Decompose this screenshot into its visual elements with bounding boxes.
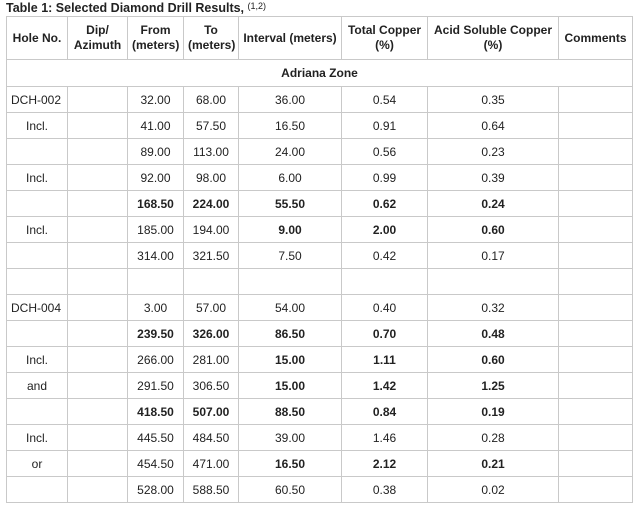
cell-acid-soluble-copper: 0.02 <box>428 477 559 503</box>
cell-acid-soluble-copper: 0.35 <box>428 87 559 113</box>
cell-to: 281.00 <box>184 347 239 373</box>
cell-total-copper: 0.70 <box>342 321 428 347</box>
header-from: From (meters) <box>128 17 184 60</box>
table-row <box>7 243 633 269</box>
cell-total-copper: 2.12 <box>342 451 428 477</box>
table-row <box>7 425 633 451</box>
cell-dip-azimuth <box>68 87 128 113</box>
cell-to: 194.00 <box>184 217 239 243</box>
cell-comments <box>559 87 633 113</box>
cell-hole: or <box>7 451 68 477</box>
header-comments: Comments <box>559 17 633 60</box>
cell-from: 3.00 <box>128 295 184 321</box>
table-row <box>7 347 633 373</box>
table-row <box>7 399 633 425</box>
cell-comments <box>559 113 633 139</box>
cell-dip-azimuth <box>68 321 128 347</box>
cell-from: 528.00 <box>128 477 184 503</box>
table-row <box>7 217 633 243</box>
cell-from: 32.00 <box>128 87 184 113</box>
header-acid-soluble-copper: Acid Soluble Copper (%) <box>428 17 559 60</box>
cell-hole <box>7 139 68 165</box>
header-dip-azimuth: Dip/ Azimuth <box>68 17 128 60</box>
cell-from: 239.50 <box>128 321 184 347</box>
cell-to: 484.50 <box>184 425 239 451</box>
cell-hole <box>7 269 68 295</box>
cell-interval: 36.00 <box>239 87 342 113</box>
cell-interval: 60.50 <box>239 477 342 503</box>
cell-interval: 16.50 <box>239 113 342 139</box>
cell-total-copper: 2.00 <box>342 217 428 243</box>
table-row <box>7 113 633 139</box>
cell-total-copper: 0.91 <box>342 113 428 139</box>
cell-acid-soluble-copper: 0.21 <box>428 451 559 477</box>
cell-interval: 7.50 <box>239 243 342 269</box>
table-body <box>7 60 633 503</box>
cell-total-copper <box>342 269 428 295</box>
cell-total-copper: 0.42 <box>342 243 428 269</box>
header-to: To (meters) <box>184 17 239 60</box>
cell-interval: 88.50 <box>239 399 342 425</box>
cell-dip-azimuth <box>68 269 128 295</box>
cell-from: 418.50 <box>128 399 184 425</box>
cell-to: 588.50 <box>184 477 239 503</box>
cell-dip-azimuth <box>68 165 128 191</box>
cell-hole: Incl. <box>7 347 68 373</box>
cell-interval <box>239 269 342 295</box>
cell-hole: Incl. <box>7 217 68 243</box>
cell-acid-soluble-copper: 0.48 <box>428 321 559 347</box>
cell-comments <box>559 165 633 191</box>
cell-acid-soluble-copper: 0.60 <box>428 347 559 373</box>
cell-total-copper: 1.42 <box>342 373 428 399</box>
cell-from: 454.50 <box>128 451 184 477</box>
cell-hole <box>7 399 68 425</box>
cell-comments <box>559 451 633 477</box>
cell-hole <box>7 191 68 217</box>
cell-from: 185.00 <box>128 217 184 243</box>
zone-label: Adriana Zone <box>7 60 633 87</box>
cell-hole: Incl. <box>7 113 68 139</box>
cell-comments <box>559 191 633 217</box>
cell-interval: 55.50 <box>239 191 342 217</box>
table-row <box>7 373 633 399</box>
cell-dip-azimuth <box>68 347 128 373</box>
cell-comments <box>559 217 633 243</box>
cell-interval: 9.00 <box>239 217 342 243</box>
cell-acid-soluble-copper: 0.64 <box>428 113 559 139</box>
cell-dip-azimuth <box>68 477 128 503</box>
cell-dip-azimuth <box>68 399 128 425</box>
cell-to: 57.00 <box>184 295 239 321</box>
cell-comments <box>559 347 633 373</box>
cell-interval: 6.00 <box>239 165 342 191</box>
cell-comments <box>559 243 633 269</box>
table-row <box>7 191 633 217</box>
cell-interval: 16.50 <box>239 451 342 477</box>
header-total-copper: Total Copper (%) <box>342 17 428 60</box>
cell-to: 306.50 <box>184 373 239 399</box>
cell-interval: 54.00 <box>239 295 342 321</box>
cell-interval: 86.50 <box>239 321 342 347</box>
table-row <box>7 451 633 477</box>
table-caption <box>6 0 640 16</box>
cell-acid-soluble-copper <box>428 269 559 295</box>
cell-dip-azimuth <box>68 243 128 269</box>
cell-hole: and <box>7 373 68 399</box>
cell-dip-azimuth <box>68 217 128 243</box>
cell-total-copper: 0.84 <box>342 399 428 425</box>
cell-from: 92.00 <box>128 165 184 191</box>
cell-to: 326.00 <box>184 321 239 347</box>
cell-to: 68.00 <box>184 87 239 113</box>
cell-acid-soluble-copper: 0.39 <box>428 165 559 191</box>
table-row <box>7 87 633 113</box>
cell-comments <box>559 399 633 425</box>
table-row <box>7 321 633 347</box>
cell-from: 168.50 <box>128 191 184 217</box>
cell-to <box>184 269 239 295</box>
cell-dip-azimuth <box>68 295 128 321</box>
table-row <box>7 295 633 321</box>
cell-from: 89.00 <box>128 139 184 165</box>
cell-acid-soluble-copper: 0.17 <box>428 243 559 269</box>
cell-acid-soluble-copper: 0.23 <box>428 139 559 165</box>
cell-from: 41.00 <box>128 113 184 139</box>
cell-to: 507.00 <box>184 399 239 425</box>
cell-from <box>128 269 184 295</box>
cell-hole <box>7 321 68 347</box>
cell-hole: DCH-002 <box>7 87 68 113</box>
cell-total-copper: 0.40 <box>342 295 428 321</box>
cell-hole <box>7 243 68 269</box>
cell-total-copper: 0.99 <box>342 165 428 191</box>
table-row <box>7 269 633 295</box>
cell-acid-soluble-copper: 0.28 <box>428 425 559 451</box>
cell-from: 314.00 <box>128 243 184 269</box>
cell-interval: 15.00 <box>239 347 342 373</box>
cell-comments <box>559 373 633 399</box>
cell-acid-soluble-copper: 0.60 <box>428 217 559 243</box>
cell-dip-azimuth <box>68 139 128 165</box>
cell-comments <box>559 477 633 503</box>
cell-hole: Incl. <box>7 425 68 451</box>
cell-to: 224.00 <box>184 191 239 217</box>
cell-to: 321.50 <box>184 243 239 269</box>
caption-text: Table 1: Selected Diamond Drill Results, <box>6 1 245 15</box>
cell-to: 471.00 <box>184 451 239 477</box>
cell-from: 445.50 <box>128 425 184 451</box>
cell-total-copper: 1.46 <box>342 425 428 451</box>
cell-from: 266.00 <box>128 347 184 373</box>
cell-to: 113.00 <box>184 139 239 165</box>
cell-dip-azimuth <box>68 451 128 477</box>
cell-to: 57.50 <box>184 113 239 139</box>
cell-dip-azimuth <box>68 113 128 139</box>
cell-total-copper: 0.56 <box>342 139 428 165</box>
cell-acid-soluble-copper: 0.24 <box>428 191 559 217</box>
cell-acid-soluble-copper: 0.32 <box>428 295 559 321</box>
cell-comments <box>559 269 633 295</box>
cell-hole: DCH-004 <box>7 295 68 321</box>
table-row <box>7 139 633 165</box>
cell-comments <box>559 425 633 451</box>
cell-interval: 24.00 <box>239 139 342 165</box>
zone-row <box>7 60 633 87</box>
cell-comments <box>559 295 633 321</box>
cell-total-copper: 0.62 <box>342 191 428 217</box>
cell-total-copper: 0.38 <box>342 477 428 503</box>
caption-superscript: (1,2) <box>247 1 267 11</box>
table-row <box>7 477 633 503</box>
cell-acid-soluble-copper: 1.25 <box>428 373 559 399</box>
drill-results-table <box>6 16 633 503</box>
cell-dip-azimuth <box>68 425 128 451</box>
cell-dip-azimuth <box>68 191 128 217</box>
cell-total-copper: 0.54 <box>342 87 428 113</box>
cell-comments <box>559 321 633 347</box>
cell-interval: 15.00 <box>239 373 342 399</box>
cell-from: 291.50 <box>128 373 184 399</box>
cell-hole: Incl. <box>7 165 68 191</box>
cell-comments <box>559 139 633 165</box>
header-interval: Interval (meters) <box>239 17 342 60</box>
cell-to: 98.00 <box>184 165 239 191</box>
header-row <box>7 17 633 60</box>
cell-acid-soluble-copper: 0.19 <box>428 399 559 425</box>
table-row <box>7 165 633 191</box>
cell-dip-azimuth <box>68 373 128 399</box>
cell-interval: 39.00 <box>239 425 342 451</box>
header-hole-no: Hole No. <box>7 17 68 60</box>
cell-hole <box>7 477 68 503</box>
cell-total-copper: 1.11 <box>342 347 428 373</box>
